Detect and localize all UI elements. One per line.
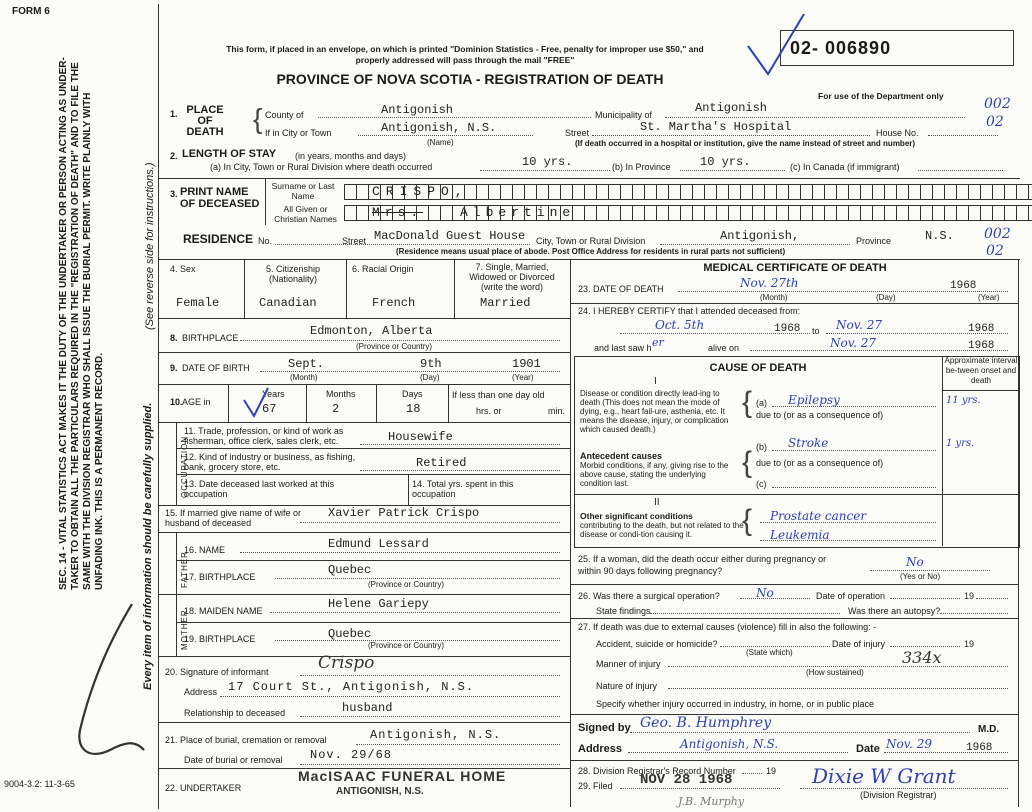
city-value: Antigonish, N.S. bbox=[381, 121, 497, 135]
item-2-number: 2. bbox=[170, 151, 178, 161]
roman-2: II bbox=[654, 497, 660, 508]
city-label: If in City or Town bbox=[265, 128, 332, 138]
burial-place-value: Antigonish, N.S. bbox=[370, 728, 502, 742]
age-months-label: Months bbox=[326, 389, 356, 399]
hospital-note: (If death occurred in a hospital or institution, give the name instead of street and number) bbox=[575, 139, 916, 148]
age-months: 2 bbox=[332, 402, 340, 416]
check-mark-icon bbox=[740, 10, 810, 80]
res-province-label: Province bbox=[856, 236, 892, 246]
res-city-value: Antigonish, bbox=[720, 229, 800, 243]
last-saw-label: and last saw h bbox=[594, 343, 652, 353]
accident-label: Accident, suicide or homicide? bbox=[596, 639, 718, 649]
registrar-sublabel: (Division Registrar) bbox=[860, 790, 937, 800]
age-label: AGE in bbox=[182, 397, 211, 407]
burial-place-label: 21. Place of burial, cremation or removal bbox=[165, 735, 327, 745]
death-month-sublabel: (Month) bbox=[760, 293, 788, 302]
to-label: to bbox=[812, 326, 820, 336]
mother-name-value: Helene Gariepy bbox=[328, 597, 429, 611]
house-label: House No. bbox=[876, 128, 919, 138]
record-number-label: 28. Division Registrar's Record Number bbox=[578, 766, 736, 776]
death-year-sublabel: (Year) bbox=[978, 293, 1000, 302]
informant-address-value: 17 Court St., Antigonish, N.S. bbox=[228, 680, 475, 694]
res-street-value: MacDonald Guest House bbox=[374, 229, 526, 243]
certify-label: 24. I HEREBY CERTIFY that I attended deceased from: bbox=[578, 306, 801, 316]
cause-b-label: (b) bbox=[756, 442, 767, 452]
birthplace-label: BIRTHPLACE bbox=[182, 333, 239, 343]
sex-value: Female bbox=[176, 296, 220, 310]
sec14-notice: SEC. 14 - VITAL STATISTICS ACT MAKES IT THE DUTY OF THE UNDERTAKER OR PERSON ACTING AS UNDER-TAKER TO OBTAIN ALL THE PARTICULARS REQUIRED IN THE "REGISTRATION OF DEATH" AND TO FILE THE SAME WITH THE DIVISION REGISTRAR WHO SHALL ISSUE THE BURIAL PERMIT. WRITE PLAINLY WITH UNFADING INK. THIS IS A PERMANENT RECORD. bbox=[58, 57, 105, 590]
yes-no-sublabel: (Yes or No) bbox=[900, 572, 941, 581]
hrs-label: hrs. or bbox=[476, 406, 502, 416]
age-check-icon bbox=[240, 386, 272, 420]
other-conditions-label: Other significant conditions bbox=[580, 511, 693, 521]
item-1-number: 1. bbox=[170, 109, 178, 119]
dob-month: Sept. bbox=[288, 357, 325, 371]
cause-c-label: (c) bbox=[756, 479, 767, 489]
last-saw-pronoun: er bbox=[652, 336, 664, 349]
direct-cause-label: Disease or condition directly lead-ing to death (This does not mean the mode of dying, e.g., heart fail-ure, asthenia, etc. It means the disease, injury, or complication which caused death.) bbox=[580, 389, 729, 434]
due-to-label-2: due to (or as a consequence of) bbox=[756, 458, 884, 468]
res-no-label: No. bbox=[258, 236, 273, 246]
surname-value: CRISPO, bbox=[372, 184, 469, 199]
nature-label: Nature of injury bbox=[596, 681, 658, 691]
department-use-label: For use of the Department only bbox=[818, 91, 944, 101]
print-name-label: PRINT NAME OF DECEASED bbox=[180, 186, 260, 210]
res-code-2: 02 bbox=[986, 243, 1004, 259]
citizenship-value: Canadian bbox=[259, 296, 317, 310]
filed-label: 29. Filed bbox=[578, 781, 613, 791]
cause-of-death-title: CAUSE OF DEATH bbox=[709, 362, 807, 374]
citizenship-label: 5. Citizenship (Nationality) bbox=[265, 264, 321, 284]
length-sublabel: (in years, months and days) bbox=[295, 151, 407, 161]
alive-on-value: Nov. 27 bbox=[830, 336, 876, 350]
marital-label: 7. Single, Married, Widowed or Divorced (write the word) bbox=[469, 262, 555, 292]
surname-label: Surname or Last Name bbox=[271, 181, 335, 201]
print-code: 9004-3.2: 11-3-65 bbox=[4, 779, 75, 789]
res-street-label: Street bbox=[342, 236, 367, 246]
antecedent-sublabel: Morbid conditions, if any, giving rise to the above cause, stating the underlying condition last. bbox=[580, 461, 729, 488]
due-to-label-1: due to (or as a consequence of) bbox=[756, 410, 884, 420]
occupation-side-label: OCCUPATION bbox=[180, 435, 189, 498]
alive-on-label: alive on bbox=[708, 343, 740, 353]
birthplace-sublabel: (Province or Country) bbox=[356, 342, 433, 351]
injury-year-prefix: 19 bbox=[964, 639, 975, 649]
form-title: PROVINCE OF NOVA SCOTIA - REGISTRATION OF DEATH bbox=[276, 71, 664, 87]
physician-date-label: Date bbox=[856, 743, 880, 755]
undertaker-label: 22. UNDERTAKER bbox=[165, 783, 242, 793]
age-years-label: Years bbox=[262, 389, 285, 399]
street-value: St. Martha's Hospital bbox=[640, 120, 792, 134]
dob-day: 9th bbox=[420, 357, 442, 371]
name-sublabel: (Name) bbox=[427, 138, 454, 147]
dob-year: 1901 bbox=[512, 357, 541, 371]
birthplace-value: Edmonton, Alberta bbox=[310, 324, 433, 338]
dob-label: DATE OF BIRTH bbox=[182, 363, 250, 373]
relationship-value: husband bbox=[342, 701, 393, 715]
res-province-value: N.S. bbox=[925, 229, 954, 243]
registrar-signature: Dixie W Grant bbox=[812, 764, 956, 788]
pregnancy-answer: No bbox=[906, 555, 924, 569]
operation-year-prefix: 19 bbox=[964, 591, 975, 601]
main-border-left bbox=[158, 4, 159, 809]
form-number: FORM 6 bbox=[12, 6, 50, 17]
informant-signature: Crispo bbox=[318, 653, 375, 673]
every-item-note: Every item of information should be carefully supplied. bbox=[142, 402, 154, 690]
cause-a-interval: 11 yrs. bbox=[946, 395, 981, 406]
date-of-death-label: 23. DATE OF DEATH bbox=[578, 284, 664, 294]
manner-label: Manner of injury bbox=[596, 659, 661, 669]
dept-code-1: 002 bbox=[984, 96, 1011, 112]
mother-name-label: 18. MAIDEN NAME bbox=[184, 606, 263, 616]
mother-bp-sublabel: (Province or Country) bbox=[368, 641, 445, 650]
death-day-sublabel: (Day) bbox=[876, 293, 896, 302]
surgery-question: 26. Was there a surgical operation? bbox=[578, 591, 720, 601]
attended-from-value: Oct. 5th bbox=[655, 318, 705, 332]
spouse-value: Xavier Patrick Crispo bbox=[328, 506, 480, 520]
injury-date-label: Date of injury bbox=[832, 639, 886, 649]
other-condition-1: Prostate cancer bbox=[770, 509, 867, 523]
dob-year-sublabel: (Year) bbox=[512, 373, 534, 382]
father-side-label: FATHER bbox=[180, 551, 189, 588]
brace-a: { bbox=[742, 386, 753, 419]
street-label: Street bbox=[565, 128, 590, 138]
age-years: 67 bbox=[262, 402, 277, 416]
item-9-number: 9. bbox=[170, 363, 178, 373]
attended-to-value: Nov. 27 bbox=[836, 318, 882, 332]
stay-a-label: (a) In City, Town or Rural Division where death occurred bbox=[210, 162, 433, 172]
filed-date-stamp: NOV 28 1968 bbox=[640, 772, 733, 788]
specify-place-label: Specify whether injury occurred in industry, in home, or in public place bbox=[596, 699, 874, 709]
given-value: Albertine bbox=[460, 205, 576, 220]
date-of-death-value: Nov. 27th bbox=[740, 276, 799, 290]
stay-a-value: 10 yrs. bbox=[522, 155, 573, 169]
mother-birthplace-label: 19. BIRTHPLACE bbox=[184, 634, 256, 644]
spouse-label: 15. If married give name of wife or husband of deceased bbox=[165, 508, 302, 528]
alive-on-year: 1968 bbox=[968, 340, 995, 352]
municipality-value: Antigonish bbox=[695, 101, 768, 115]
pregnancy-question: 25. If a woman, did the death occur either during pregnancy or within 90 days following pregnancy? bbox=[578, 554, 827, 576]
given-label: All Given or Christian Names bbox=[274, 204, 337, 224]
attended-from-year: 1968 bbox=[774, 323, 801, 335]
industry-12-label: 12. Kind of industry or business, as fishing, bank, grocery store, etc. bbox=[184, 452, 356, 472]
father-birthplace-label: 17. BIRTHPLACE bbox=[184, 572, 256, 582]
occupation-11-value: Housewife bbox=[388, 430, 453, 444]
residence-label: RESIDENCE bbox=[183, 232, 254, 246]
res-code-1: 002 bbox=[984, 226, 1011, 242]
brace: { bbox=[253, 103, 263, 134]
relationship-label: Relationship to deceased bbox=[184, 708, 286, 718]
racial-origin-label: 6. Racial Origin bbox=[352, 264, 414, 274]
years-14-label: 14. Total yrs. spent in this occupation bbox=[412, 479, 514, 499]
center-divider bbox=[570, 259, 571, 807]
undertaker-stamp-location: ANTIGONISH, N.S. bbox=[336, 786, 424, 797]
dob-day-sublabel: (Day) bbox=[420, 373, 440, 382]
cause-b-value: Stroke bbox=[788, 436, 829, 450]
brace-c: { bbox=[742, 504, 753, 537]
less-than-day-label: If less than one day old bbox=[452, 390, 545, 400]
other-conditions-sublabel: contributing to the death, but not related to the disease or condi-tion causing it. bbox=[580, 521, 744, 539]
title-value: Mrs. bbox=[372, 205, 424, 220]
medical-cert-title: MEDICAL CERTIFICATE OF DEATH bbox=[703, 262, 887, 274]
father-name-label: 16. NAME bbox=[184, 545, 226, 555]
county-label: County of bbox=[265, 110, 304, 120]
attended-to-year: 1968 bbox=[968, 323, 995, 335]
dob-month-sublabel: (Month) bbox=[290, 373, 318, 382]
record-year-prefix: 19 bbox=[766, 766, 777, 776]
roman-1: I bbox=[654, 376, 657, 387]
father-name-value: Edmund Lessard bbox=[328, 537, 429, 551]
racial-origin-value: French bbox=[372, 296, 416, 310]
registration-number: 02- 006890 bbox=[790, 38, 892, 58]
interval-header: Approximate interval be-tween onset and death bbox=[944, 356, 1018, 385]
municipality-label: Municipality of bbox=[595, 110, 653, 120]
father-bp-sublabel: (Province or Country) bbox=[368, 580, 445, 589]
burial-date-label: Date of burial or removal bbox=[184, 755, 283, 765]
autopsy-label: Was there an autopsy? bbox=[848, 606, 941, 616]
occupation-11-label: 11. Trade, profession, or kind of work as fisherman, office clerk, sales clerk, etc. bbox=[184, 426, 344, 446]
min-label: min. bbox=[548, 406, 566, 416]
length-of-stay-label: LENGTH OF STAY bbox=[182, 148, 277, 160]
given-grid bbox=[344, 205, 1032, 221]
state-which-sublabel: (State which) bbox=[746, 648, 793, 657]
informant-sig-label: 20. Signature of informant bbox=[165, 667, 269, 677]
cause-a-value: Epilepsy bbox=[788, 393, 840, 407]
age-days-label: Days bbox=[402, 389, 423, 399]
injury-code: 334x bbox=[902, 648, 942, 667]
stay-c-label: (c) In Canada (if immigrant) bbox=[790, 162, 900, 172]
item-3-number: 3. bbox=[170, 189, 178, 199]
operation-date-label: Date of operation bbox=[816, 591, 886, 601]
mother-birthplace-value: Quebec bbox=[328, 627, 372, 641]
physician-address-label: Address bbox=[578, 743, 623, 755]
last-worked-13-label: 13. Date deceased last worked at this occupation bbox=[184, 479, 335, 499]
burial-date-value: Nov. 29/68 bbox=[310, 748, 393, 762]
mother-side-label: MOTHER bbox=[180, 609, 189, 650]
brace-b: { bbox=[742, 446, 753, 479]
signed-by-label: Signed by bbox=[578, 722, 631, 734]
father-birthplace-value: Quebec bbox=[328, 563, 372, 577]
dept-code-2: 02 bbox=[986, 114, 1004, 130]
physician-signature: Geo. B. Humphrey bbox=[640, 715, 772, 731]
informant-address-label: Address bbox=[184, 687, 218, 697]
res-city-label: City, Town or Rural Division bbox=[536, 236, 646, 246]
cause-a-label: (a) bbox=[756, 398, 767, 408]
item-10-number: 10. bbox=[170, 397, 183, 407]
physician-address-value: Antigonish, N.S. bbox=[680, 737, 779, 751]
industry-12-value: Retired bbox=[416, 456, 467, 470]
antecedent-label: Antecedent causes bbox=[580, 451, 663, 461]
undertaker-stamp: MacISAAC FUNERAL HOME bbox=[298, 768, 507, 784]
age-days: 18 bbox=[406, 402, 421, 416]
how-sustained-sublabel: (How sustained) bbox=[806, 668, 864, 677]
item-8-number: 8. bbox=[170, 333, 178, 343]
see-reverse-note: (See reverse side for instructions.) bbox=[144, 162, 156, 330]
external-cause-question: 27. If death was due to external causes (violence) fill in also the following: - bbox=[578, 622, 877, 632]
other-condition-2: Leukemia bbox=[770, 528, 830, 542]
md-label: M.D. bbox=[978, 724, 1000, 735]
free-mail-notice: This form, if placed in an envelope, on which is printed "Dominion Statistics - Free, penalty for improper use $50," and properly addressed will pass through the mail "FREE" bbox=[226, 44, 704, 65]
sex-label: 4. Sex bbox=[170, 264, 196, 274]
place-of-death-label: PLACE OF DEATH bbox=[186, 104, 224, 138]
physician-year-value: 1968 bbox=[966, 742, 993, 754]
stay-b-value: 10 yrs. bbox=[700, 155, 751, 169]
stay-b-label: (b) In Province bbox=[612, 162, 671, 172]
death-year-value: 1968 bbox=[950, 280, 977, 292]
surgery-answer: No bbox=[756, 586, 774, 600]
findings-label: State findings bbox=[596, 606, 651, 616]
clerk-signature-mark bbox=[40, 600, 150, 770]
bottom-pencil-signature: J.B. Murphy bbox=[678, 795, 745, 808]
marital-value: Married bbox=[480, 296, 531, 310]
county-value: Antigonish bbox=[381, 103, 454, 117]
physician-date-value: Nov. 29 bbox=[886, 737, 932, 751]
residence-note: (Residence means usual place of abode. Post Office Address for residents in rural parts not sufficient) bbox=[396, 247, 786, 256]
cause-b-interval: 1 yrs. bbox=[946, 438, 975, 449]
